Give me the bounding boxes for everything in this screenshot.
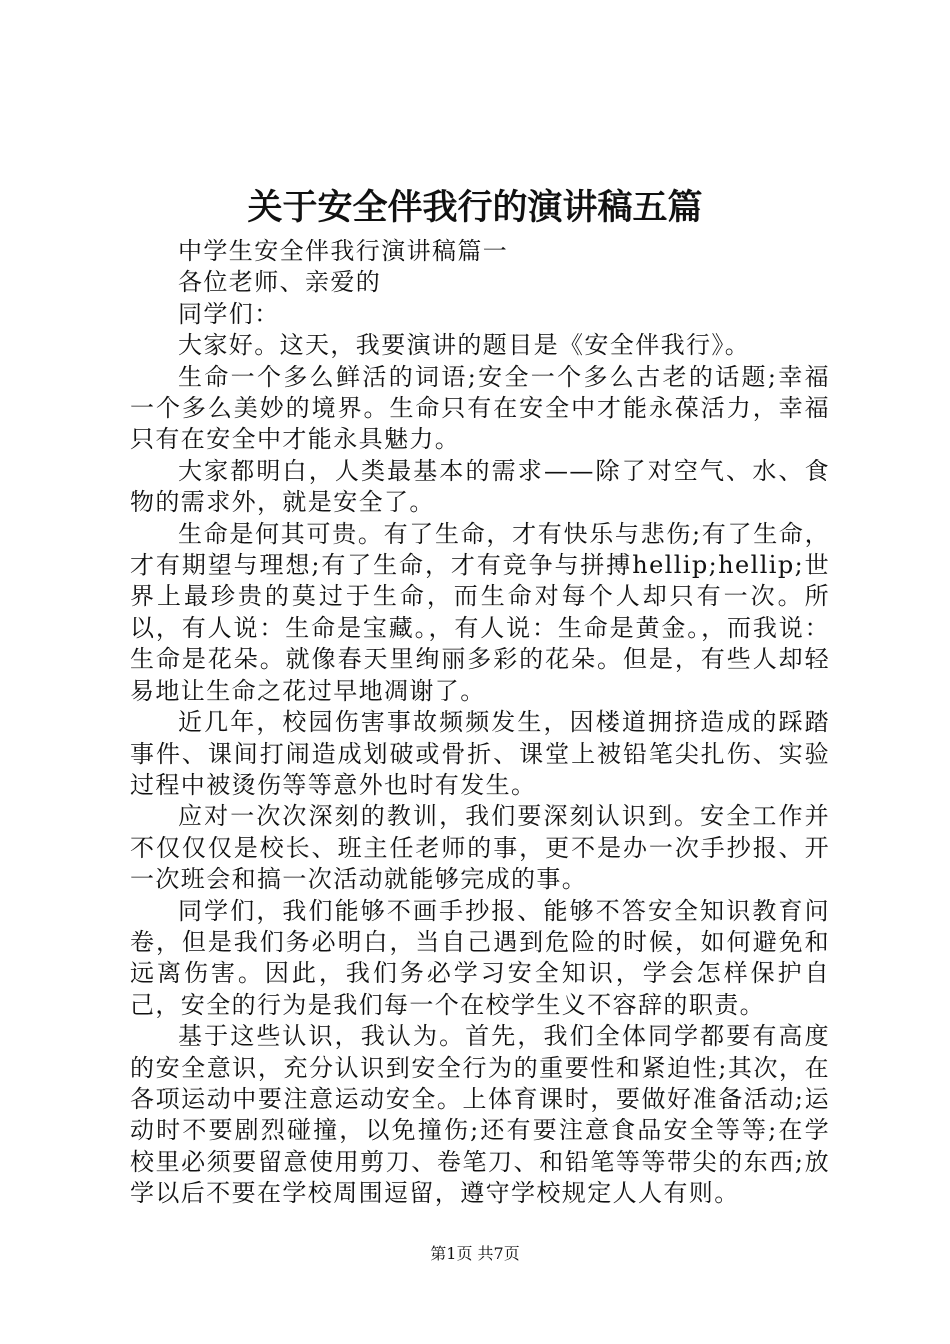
paragraph: 大家都明白，人类最基本的需求——除了对空气、水、食物的需求外，就是安全了。: [130, 456, 830, 517]
paragraph: 近几年，校园伤害事故频频发生，因楼道拥挤造成的踩踏事件、课间打闹造成划破或骨折、课堂上被铅笔尖扎伤、实验过程中被烫伤等等意外也时有发生。: [130, 708, 830, 799]
paragraph: 同学们，我们能够不画手抄报、能够不答安全知识教育问卷，但是我们务必明白，当自己遇到危险的时候，如何避免和远离伤害。因此，我们务必学习安全知识，学会怎样保护自己，安全的行为是我们每一个在校学生义不容辞的职责。: [130, 896, 830, 1019]
document-body: [130, 236, 830, 1210]
paragraph: 生命是何其可贵。有了生命，才有快乐与悲伤;有了生命，才有期望与理想;有了生命，才有竞争与拼搏hellip;hellip;世界上最珍贵的莫过于生命，而生命对每个人却只有一次。所以，有人说：生命是宝藏。，有人说：生命是黄金。，而我说：生命是花朵。就像春天里绚丽多彩的花朵。但是，有些人却轻易地让生命之花过早地凋谢了。: [130, 519, 830, 705]
page-number-footer: 第1页 共7页: [430, 1244, 520, 1263]
paragraph: 各位老师、亲爱的: [178, 268, 382, 297]
paragraph: 大家好。这天，我要演讲的题目是《安全伴我行》。: [178, 331, 751, 360]
paragraph: 应对一次次深刻的教训，我们要深刻认识到。安全工作并不仅仅仅是校长、班主任老师的事，更不是办一次手抄报、开一次班会和搞一次活动就能够完成的事。: [130, 802, 830, 894]
paragraph: 基于这些认识，我认为。首先，我们全体同学都要有高度的安全意识，充分认识到安全行为的重要性和紧迫性;其次，在各项运动中要注意运动安全。上体育课时，要做好准备活动;运动时不要剧烈碰撞，以免撞伤;还有要注意食品安全等等;在学校里必须要留意使用剪刀、卷笔刀、和铅笔等等带尖的东西;放学以后不要在学校周围逗留，遵守学校规定人人有则。: [130, 1022, 830, 1208]
paragraph: 生命一个多么鲜活的词语;安全一个多么古老的话题;幸福一个多么美妙的境界。生命只有在安全中才能永葆活力，幸福只有在安全中才能永具魅力。: [130, 362, 830, 454]
paragraph: 中学生安全伴我行演讲稿篇一: [178, 237, 509, 265]
paragraph: 同学们：: [178, 299, 280, 328]
document-title: 关于安全伴我行的演讲稿五篇: [247, 187, 703, 228]
